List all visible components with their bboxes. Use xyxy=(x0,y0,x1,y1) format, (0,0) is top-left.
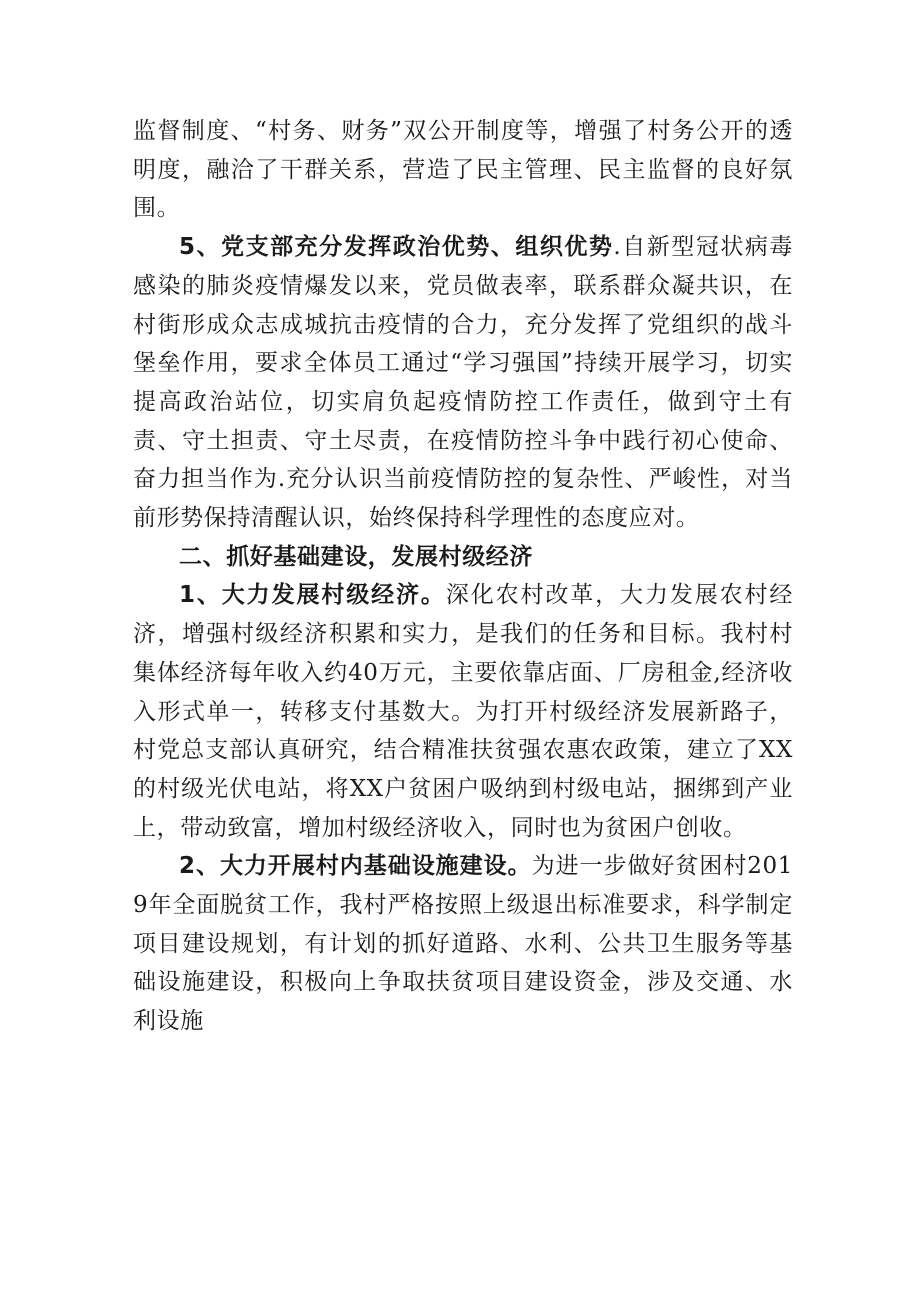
paragraph-body: .自新型冠状病毒感染的肺炎疫情爆发以来，党员做表率，联系群众凝共识，在村街形成众志成城抗击疫情的合力，充分发挥了党组织的战斗堡垒作用，要求全体员工通过“学习强国”持续开展学习，切实提高政治站位，切实肩负起疫情防控工作责任，做到守土有责、守土担责、守土尽责，在疫情防控斗争中践行初心使命、奋力担当作为.充分认识当前疫情防控的复杂性、严峻性，对当前形势保持清醒认识，始终保持科学理性的态度应对。 xyxy=(133,234,793,532)
paragraph-village-economy xyxy=(133,576,793,847)
paragraph-lead: 5、党支部充分发挥政治优势、组织优势 xyxy=(179,234,614,261)
paragraph-infrastructure xyxy=(133,847,793,1041)
paragraph-body: 监督制度、“村务、财务”双公开制度等，增强了村务公开的透明度，融洽了干群关系，营造了民主管理、民主监督的良好氛围。 xyxy=(133,118,793,222)
paragraph-body: 深化农村改革，大力发展农村经济，增强村级经济积累和实力，是我们的任务和目标。我村村集体经济每年收入约40万元，主要依靠店面、厂房租金,经济收入形式单一，转移支付基数大。为打开村级经济发展新路子，村党总支部认真研究，结合精准扶贫强农惠农政策，建立了XX的村级光伏电站，将XX户贫困户吸纳到村级电站，捆绑到产业上，带动致富，增加村级经济收入，同时也为贫困户创收。 xyxy=(133,582,793,841)
paragraph-continuation xyxy=(133,112,793,228)
paragraph-party-branch xyxy=(133,228,793,538)
paragraph-body: 为进一步做好贫困村2019年全面脱贫工作，我村严格按照上级退出标准要求，科学制定项目建设规划，有计划的抓好道路、水利、公共卫生服务等基础设施建设，积极向上争取扶贫项目建设资金，涉及交通、水利设施 xyxy=(133,853,793,1035)
section-heading: 二、抓好基础建设，发展村级经济 xyxy=(179,543,533,570)
paragraph-lead: 1、大力发展村级经济。 xyxy=(179,582,446,609)
paragraph-lead: 2、大力开展村内基础设施建设。 xyxy=(179,853,532,880)
document-body xyxy=(133,112,793,1041)
